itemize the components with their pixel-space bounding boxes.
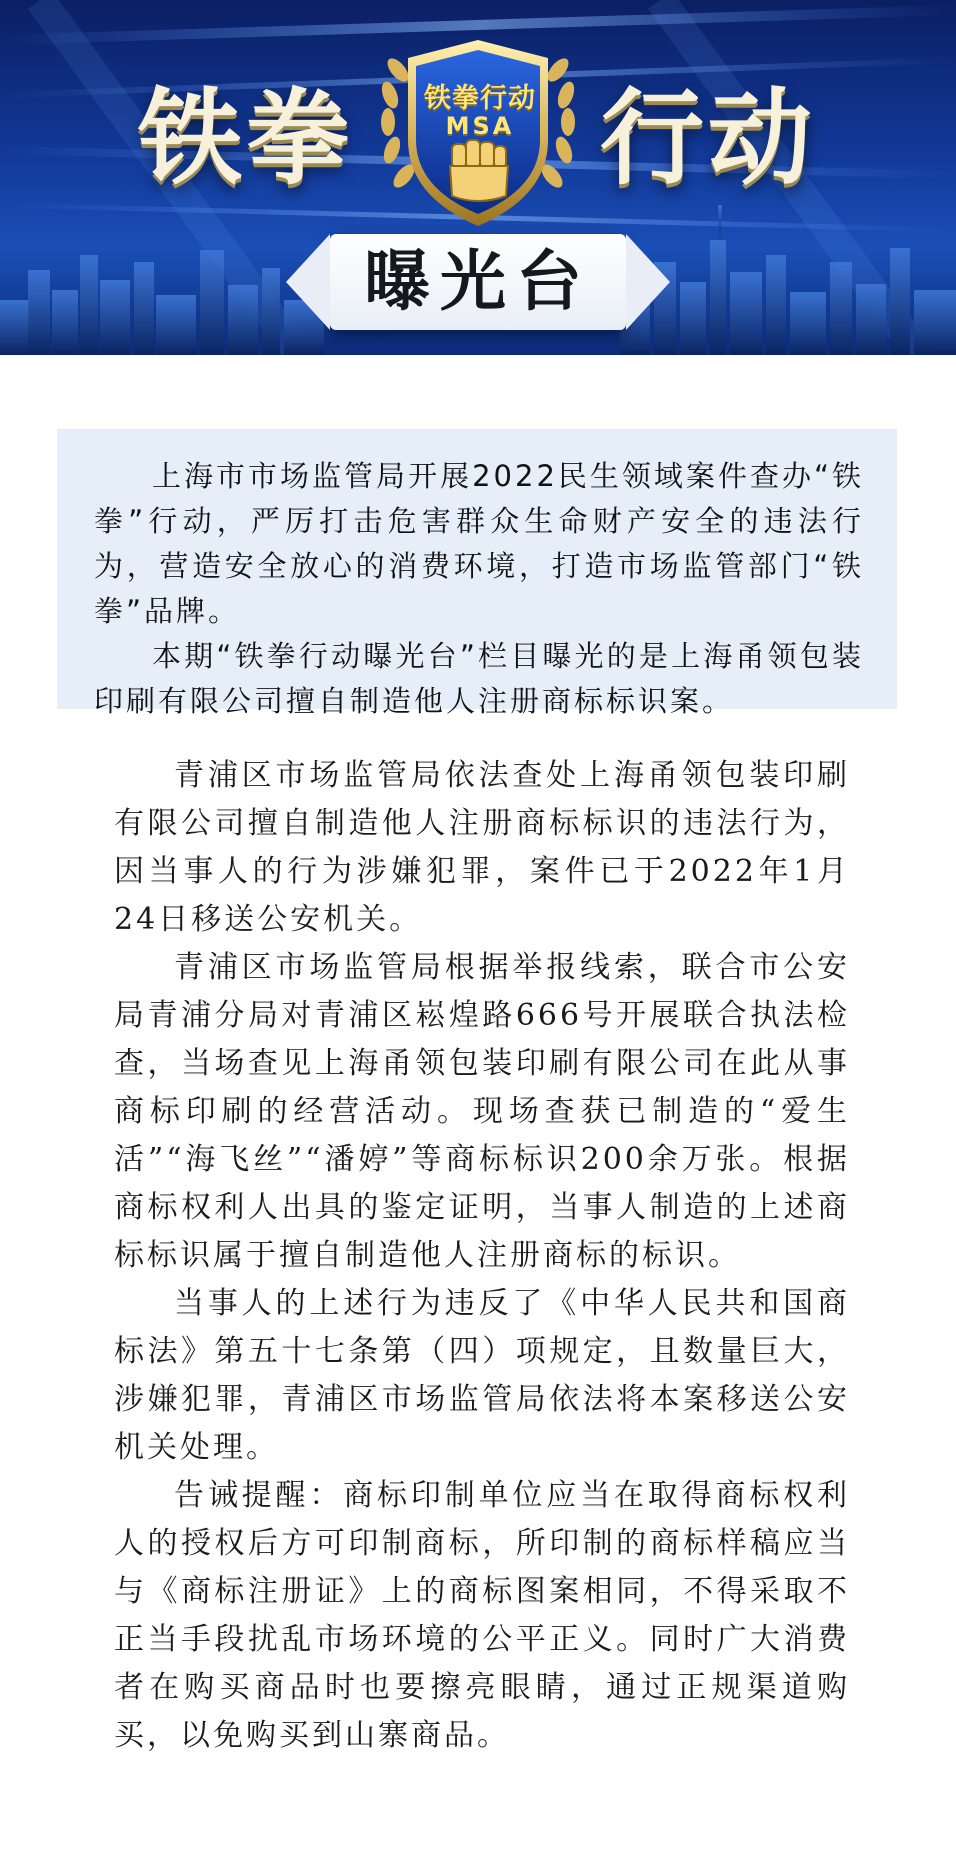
banner-title-right: 行动: [600, 77, 817, 199]
body-paragraph: 青浦区市场监管局依法查处上海甬领包装印刷有限公司擅自制造他人注册商标标识的违法行为，因当事人的行为涉嫌犯罪，案件已于2022年1月24日移送公安机关。: [114, 758, 850, 937]
intro-text: [94, 454, 864, 724]
fist-icon: [450, 140, 508, 201]
intro-paragraph: 本期“铁拳行动曝光台”栏目曝光的是上海甬领包装印刷有限公司擅自制造他人注册商标标识案。: [94, 639, 864, 718]
banner-title-left: 铁拳: [138, 77, 355, 199]
logo-abbreviation: MSA: [445, 112, 515, 140]
article-body: [114, 752, 850, 1760]
header-banner: [0, 0, 956, 355]
banner-subtitle: 曝光台: [364, 243, 592, 320]
body-paragraph: 告诫提醒：商标印制单位应当在取得商标权利人的授权后方可印制商标，所印制的商标样稿应当与《商标注册证》上的商标图案相同，不得采取不正当手段扰乱市场环境的公平正义。同时广大消费者在购买商品时也要擦亮眼睛，通过正规渠道购买，以免购买到山寨商品。: [114, 1478, 850, 1753]
body-paragraph: 当事人的上述行为违反了《中华人民共和国商标法》第五十七条第（四）项规定，且数量巨大，涉嫌犯罪，青浦区市场监管局依法将本案移送公安机关处理。: [114, 1286, 850, 1465]
intro-paragraph: 上海市市场监管局开展2022民生领域案件查办“铁拳”行动，严厉打击危害群众生命财产安全的违法行为，营造安全放心的消费环境，打造市场监管部门“铁拳”品牌。: [94, 459, 864, 628]
logo-text: 铁拳行动: [424, 83, 536, 114]
body-paragraph: 青浦区市场监管局根据举报线索，联合市公安局青浦分局对青浦区崧煌路666号开展联合执法检查，当场查见上海甬领包装印刷有限公司在此从事商标印刷的经营活动。现场查获已制造的“爱生活”“海飞丝”“潘婷”等商标标识200余万张。根据商标权利人出具的鉴定证明，当事人制造的上述商标标识属于擅自制造他人注册商标的标识。: [114, 950, 850, 1273]
